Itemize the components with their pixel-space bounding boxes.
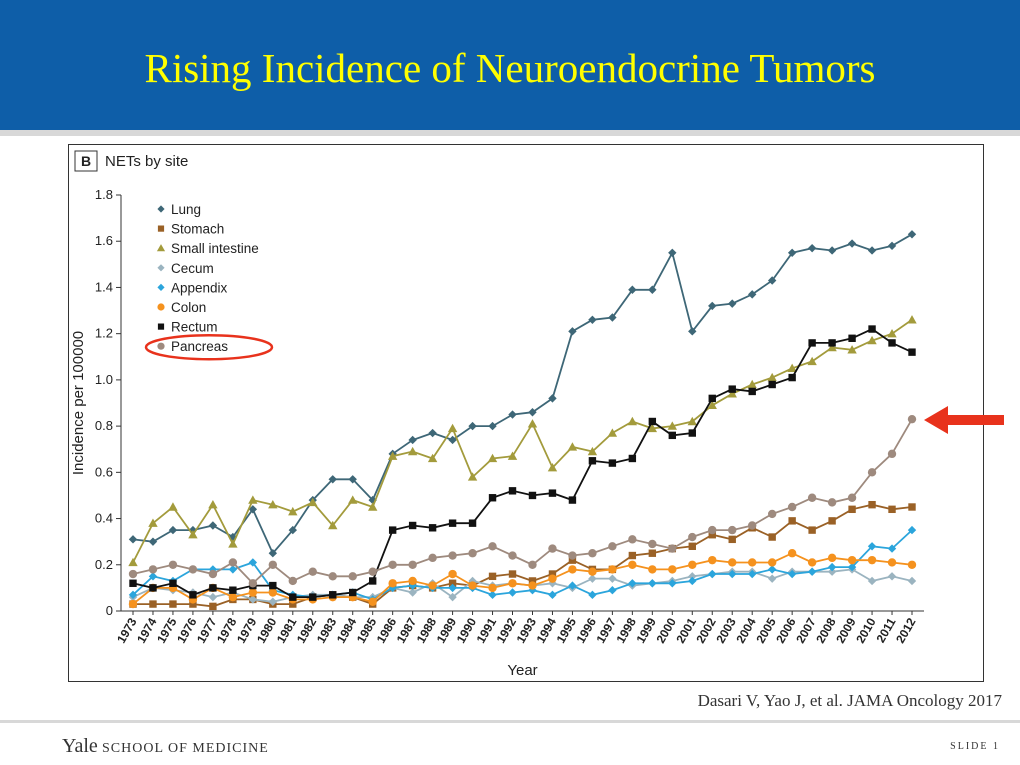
footer-divider [0, 720, 1020, 723]
incidence-line-chart [69, 145, 983, 681]
data-point-pancreas [488, 542, 496, 550]
data-point-lung [808, 244, 816, 252]
data-point-appendix [708, 570, 716, 578]
source-citation: Dasari V, Yao J, et al. JAMA Oncology 2017 [697, 691, 1002, 710]
data-point-pancreas [229, 558, 237, 566]
data-point-colon [828, 554, 836, 562]
data-point-pancreas [269, 561, 277, 569]
data-point-small-intestine [208, 500, 217, 508]
data-point-small-intestine [128, 558, 137, 566]
data-point-cecum [768, 574, 776, 582]
data-point-pancreas [568, 551, 576, 559]
data-point-cecum [209, 593, 217, 601]
data-point-pancreas [588, 549, 596, 557]
x-tick-label: 1974 [134, 615, 160, 646]
data-point-colon [648, 565, 656, 573]
data-point-pancreas [468, 549, 476, 557]
data-point-colon [768, 558, 776, 566]
data-point-lung [209, 521, 217, 529]
data-point-small-intestine [628, 417, 637, 425]
data-point-small-intestine [887, 329, 896, 337]
data-point-appendix [808, 568, 816, 576]
x-tick-label: 2002 [693, 615, 719, 646]
data-point-rectum [888, 339, 895, 346]
data-point-rectum [129, 580, 136, 587]
legend-label-colon: Colon [171, 300, 207, 315]
x-tick-label: 1980 [253, 615, 280, 646]
footer-school: SCHOOL OF MEDICINE [102, 741, 269, 756]
data-point-rectum [169, 580, 176, 587]
data-point-colon [428, 581, 436, 589]
legend-marker-cecum [157, 264, 164, 271]
data-point-small-intestine [608, 428, 617, 436]
x-tick-label: 1991 [473, 615, 500, 646]
legend-label-rectum: Rectum [171, 319, 218, 335]
data-point-pancreas [668, 544, 676, 552]
x-tick-label: 1990 [453, 615, 480, 646]
data-point-pancreas [788, 503, 796, 511]
x-tick-label: 1998 [613, 615, 639, 646]
x-tick-label: 2010 [853, 615, 879, 646]
data-point-appendix [608, 586, 616, 594]
legend-label-lung: Lung [171, 202, 202, 217]
data-point-pancreas [149, 565, 157, 573]
data-point-stomach [689, 543, 696, 550]
data-point-pancreas [728, 526, 736, 534]
data-point-rectum [709, 395, 716, 402]
data-point-colon [508, 579, 516, 587]
data-point-pancreas [628, 535, 636, 543]
data-point-pancreas [528, 561, 536, 569]
data-point-colon [908, 561, 916, 569]
x-tick-label: 1987 [393, 615, 420, 646]
data-point-colon [129, 600, 137, 608]
data-point-rectum [729, 385, 736, 392]
data-point-small-intestine [448, 424, 457, 432]
slide-number: SLIDE 1 [950, 741, 1000, 752]
data-point-appendix [588, 591, 596, 599]
data-point-colon [888, 558, 896, 566]
x-tick-label: 2005 [753, 615, 779, 646]
x-tick-label: 1992 [493, 615, 520, 646]
data-point-pancreas [708, 526, 716, 534]
data-point-colon [788, 549, 796, 557]
x-tick-label: 2003 [713, 615, 739, 646]
data-point-lung [848, 239, 856, 247]
x-tick-label: 2006 [773, 615, 799, 646]
data-point-rectum [489, 494, 496, 501]
data-point-rectum [189, 591, 196, 598]
data-point-cecum [868, 577, 876, 585]
data-point-rectum [509, 487, 516, 494]
data-point-rectum [429, 524, 436, 531]
chart-title: NETs by site [105, 153, 189, 170]
y-tick-label: 0.2 [94, 556, 113, 572]
data-point-rectum [389, 526, 396, 533]
data-point-stomach [629, 552, 636, 559]
data-point-rectum [209, 584, 216, 591]
data-point-colon [488, 584, 496, 592]
data-point-pancreas [508, 551, 516, 559]
data-point-pancreas [388, 561, 396, 569]
data-point-small-intestine [528, 419, 537, 427]
data-point-small-intestine [568, 442, 577, 450]
data-point-rectum [149, 584, 156, 591]
y-tick-label: 0 [105, 603, 113, 618]
data-point-pancreas [608, 542, 616, 550]
data-point-stomach [808, 526, 815, 533]
y-tick-label: 1.4 [94, 279, 113, 295]
data-point-rectum [669, 432, 676, 439]
pointer-arrow-icon [924, 406, 1006, 434]
data-point-small-intestine [408, 447, 417, 455]
legend-label-pancreas: Pancreas [171, 339, 229, 355]
data-point-pancreas [848, 494, 856, 502]
x-tick-label: 1982 [293, 615, 320, 646]
data-point-rectum [868, 325, 875, 332]
data-point-colon [608, 565, 616, 573]
data-point-lung [508, 410, 516, 418]
legend-label-stomach: Stomach [171, 221, 225, 237]
x-tick-label: 1994 [533, 615, 560, 646]
data-point-small-intestine [228, 539, 237, 547]
legend-marker-pancreas [157, 343, 164, 350]
data-point-lung [129, 535, 137, 543]
data-point-rectum [908, 348, 915, 355]
data-point-stomach [848, 506, 855, 513]
y-tick-label: 1.2 [94, 325, 113, 341]
x-tick-label: 1997 [593, 615, 619, 646]
x-tick-label: 1978 [213, 615, 240, 646]
data-point-colon [408, 577, 416, 585]
data-point-lung [488, 422, 496, 430]
data-point-colon [748, 558, 756, 566]
x-tick-label: 1986 [373, 615, 400, 646]
data-point-rectum [649, 418, 656, 425]
data-point-pancreas [688, 533, 696, 541]
data-point-rectum [609, 459, 616, 466]
legend-label-cecum: Cecum [171, 260, 214, 276]
data-point-rectum [848, 335, 855, 342]
data-point-pancreas [349, 572, 357, 580]
legend-label-appendix: Appendix [171, 280, 228, 296]
x-tick-label: 2007 [793, 615, 819, 646]
footer-brand: Yale [62, 735, 98, 757]
data-point-rectum [449, 519, 456, 526]
data-point-pancreas [289, 577, 297, 585]
data-point-lung [568, 327, 576, 335]
data-point-colon [528, 581, 536, 589]
legend-marker-rectum [158, 324, 164, 330]
data-point-colon [368, 598, 376, 606]
data-point-pancreas [868, 468, 876, 476]
data-point-small-intestine [767, 373, 776, 381]
data-point-colon [588, 568, 596, 576]
data-point-lung [149, 537, 157, 545]
data-point-appendix [828, 563, 836, 571]
data-point-pancreas [428, 554, 436, 562]
chart-figure [68, 144, 984, 682]
x-tick-label: 1975 [154, 615, 180, 646]
data-point-rectum [569, 496, 576, 503]
data-point-appendix [688, 577, 696, 585]
data-point-appendix [648, 579, 656, 587]
data-point-lung [588, 316, 596, 324]
data-point-appendix [548, 591, 556, 599]
legend-marker-colon [157, 303, 164, 310]
data-point-rectum [788, 374, 795, 381]
data-point-stomach [768, 533, 775, 540]
y-tick-label: 1.6 [94, 233, 113, 249]
data-point-stomach [729, 536, 736, 543]
data-point-rectum [808, 339, 815, 346]
x-tick-label: 1984 [333, 615, 360, 646]
data-point-lung [888, 242, 896, 250]
data-point-small-intestine [508, 451, 517, 459]
x-tick-label: 2001 [673, 615, 699, 646]
data-point-rectum [309, 593, 316, 600]
data-point-stomach [649, 550, 656, 557]
slide-title: Rising Incidence of Neuroendocrine Tumors [144, 45, 876, 91]
data-point-colon [848, 556, 856, 564]
data-point-small-intestine [807, 357, 816, 365]
data-point-lung [828, 246, 836, 254]
x-tick-label: 1999 [633, 615, 659, 646]
data-point-pancreas [768, 510, 776, 518]
data-point-lung [428, 429, 436, 437]
data-point-colon [249, 588, 257, 596]
x-tick-label: 1981 [273, 615, 300, 646]
data-point-rectum [529, 492, 536, 499]
x-tick-label: 2012 [893, 615, 919, 646]
data-point-stomach [908, 503, 915, 510]
data-point-colon [548, 574, 556, 582]
data-point-small-intestine [168, 502, 177, 510]
data-point-pancreas [448, 551, 456, 559]
data-point-stomach [509, 570, 516, 577]
data-point-rectum [629, 455, 636, 462]
data-point-stomach [868, 501, 875, 508]
data-point-cecum [608, 574, 616, 582]
data-point-rectum [369, 577, 376, 584]
data-point-rectum [589, 457, 596, 464]
data-point-rectum [349, 589, 356, 596]
legend-label-small-intestine: Small intestine [171, 241, 259, 257]
data-point-colon [668, 565, 676, 573]
data-point-pancreas [748, 521, 756, 529]
data-point-pancreas [209, 570, 217, 578]
x-tick-label: 2004 [733, 615, 759, 646]
data-point-stomach [888, 506, 895, 513]
data-point-stomach [209, 603, 216, 610]
x-tick-label: 1973 [114, 615, 140, 646]
data-point-pancreas [808, 494, 816, 502]
legend-marker-stomach [158, 226, 164, 232]
data-point-lung [868, 246, 876, 254]
data-point-appendix [508, 588, 516, 596]
data-point-small-intestine [308, 498, 317, 506]
data-point-rectum [289, 593, 296, 600]
data-point-stomach [149, 600, 156, 607]
data-point-stomach [489, 573, 496, 580]
panel-label: B [80, 153, 92, 169]
data-point-pancreas [408, 561, 416, 569]
data-point-rectum [409, 522, 416, 529]
x-tick-label: 1979 [233, 615, 260, 646]
data-point-pancreas [189, 565, 197, 573]
x-tick-label: 2009 [833, 615, 859, 646]
x-tick-label: 1985 [353, 615, 380, 646]
data-point-pancreas [249, 579, 257, 587]
x-tick-label: 1988 [413, 615, 440, 646]
data-point-small-intestine [348, 495, 357, 503]
data-point-lung [908, 230, 916, 238]
data-point-pancreas [828, 498, 836, 506]
data-point-pancreas [169, 561, 177, 569]
data-point-pancreas [908, 415, 916, 423]
x-tick-label: 1989 [433, 615, 460, 646]
x-tick-label: 2000 [653, 615, 679, 646]
data-point-pancreas [309, 568, 317, 576]
data-point-stomach [169, 600, 176, 607]
data-point-lung [648, 286, 656, 294]
data-point-colon [568, 565, 576, 573]
data-point-pancreas [548, 544, 556, 552]
legend-marker-small-intestine [157, 244, 165, 251]
x-tick-label: 2008 [813, 615, 839, 646]
data-point-rectum [768, 381, 775, 388]
x-axis-label: Year [507, 662, 538, 679]
data-point-pancreas [368, 568, 376, 576]
data-point-rectum [549, 489, 556, 496]
y-tick-label: 0.6 [94, 464, 113, 480]
data-point-colon [448, 570, 456, 578]
x-tick-label: 1996 [573, 615, 600, 646]
data-point-rectum [828, 339, 835, 346]
data-point-pancreas [129, 570, 137, 578]
x-tick-label: 1977 [194, 615, 220, 646]
legend-marker-lung [157, 205, 164, 212]
x-tick-label: 1995 [553, 615, 580, 646]
data-point-lung [668, 249, 676, 257]
data-point-colon [708, 556, 716, 564]
x-tick-label: 1976 [174, 615, 200, 646]
data-point-pancreas [888, 450, 896, 458]
data-point-colon [868, 556, 876, 564]
data-point-cecum [888, 572, 896, 580]
data-point-rectum [229, 587, 236, 594]
data-point-rectum [269, 582, 276, 589]
data-point-colon [229, 593, 237, 601]
yale-medicine-logo [62, 735, 269, 758]
data-point-colon [808, 558, 816, 566]
y-tick-label: 1.8 [94, 187, 113, 202]
data-point-colon [728, 558, 736, 566]
y-tick-label: 1.0 [94, 371, 113, 387]
data-point-small-intestine [248, 495, 257, 503]
data-point-cecum [908, 577, 916, 585]
data-point-rectum [469, 519, 476, 526]
x-tick-label: 2011 [873, 615, 899, 646]
data-point-rectum [689, 429, 696, 436]
data-point-colon [468, 581, 476, 589]
data-point-colon [269, 588, 277, 596]
x-tick-label: 1983 [313, 615, 340, 646]
data-point-stomach [788, 517, 795, 524]
x-tick-label: 1993 [513, 615, 540, 646]
data-point-colon [388, 579, 396, 587]
y-tick-label: 0.8 [94, 418, 113, 434]
data-point-lung [169, 526, 177, 534]
data-point-stomach [828, 517, 835, 524]
legend-marker-appendix [157, 284, 164, 291]
data-point-colon [628, 561, 636, 569]
y-tick-label: 0.4 [94, 510, 113, 526]
title-divider [0, 130, 1020, 136]
data-point-rectum [329, 591, 336, 598]
data-point-small-intestine [907, 315, 916, 323]
data-point-lung [728, 299, 736, 307]
data-point-pancreas [329, 572, 337, 580]
data-point-colon [688, 561, 696, 569]
data-point-pancreas [648, 540, 656, 548]
data-point-rectum [749, 388, 756, 395]
y-axis-label: Incidence per 100000 [70, 330, 87, 476]
